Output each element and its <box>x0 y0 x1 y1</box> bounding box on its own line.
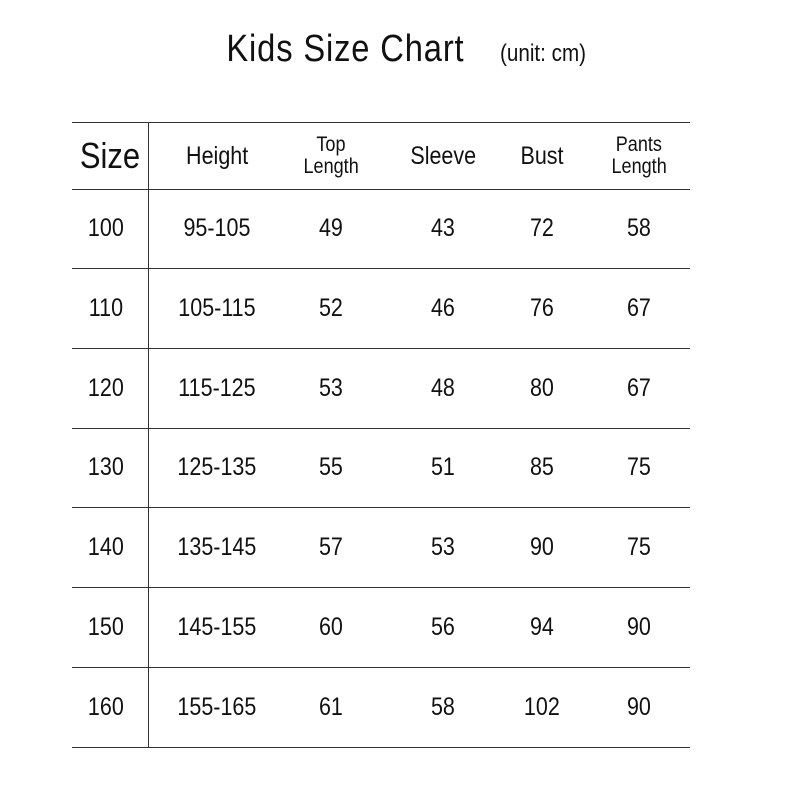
cell-top-length: 52 <box>319 293 343 322</box>
cell-bust: 94 <box>530 612 554 641</box>
header-pants-length: Pants Length <box>611 132 667 178</box>
cell-pants-length: 75 <box>627 453 651 481</box>
cell-size: 120 <box>88 373 124 402</box>
cell-height: 155-165 <box>177 692 257 721</box>
cell-pants-length: 67 <box>627 293 651 322</box>
cell-top-length: 61 <box>319 692 343 721</box>
cell-sleeve: 58 <box>431 692 455 721</box>
cell-bust: 102 <box>524 692 560 721</box>
cell-sleeve: 51 <box>431 453 455 481</box>
cell-height: 135-145 <box>177 532 257 561</box>
header-top-length: Top Length <box>303 132 359 178</box>
chart-heading <box>0 28 800 71</box>
cell-bust: 80 <box>530 373 554 402</box>
cell-size: 150 <box>88 612 124 641</box>
page-title: Kids Size Chart <box>226 28 465 70</box>
cell-sleeve: 53 <box>431 532 455 561</box>
cell-top-length: 57 <box>319 532 343 561</box>
cell-size: 110 <box>88 293 124 322</box>
cell-top-length: 53 <box>319 373 343 402</box>
cell-pants-length: 90 <box>627 692 651 721</box>
cell-size: 160 <box>88 692 124 721</box>
cell-size: 100 <box>88 214 124 242</box>
unit-note: (unit: cm) <box>499 40 586 67</box>
cell-height: 125-135 <box>177 453 257 481</box>
row-divider <box>72 122 690 123</box>
cell-bust: 90 <box>530 532 554 561</box>
header-bust: Bust <box>520 141 564 170</box>
cell-sleeve: 46 <box>431 293 455 322</box>
cell-pants-length: 75 <box>627 532 651 561</box>
header-sleeve: Sleeve <box>410 141 476 170</box>
cell-bust: 76 <box>530 293 554 322</box>
cell-sleeve: 56 <box>431 612 455 641</box>
cell-bust: 72 <box>530 214 554 242</box>
cell-height: 145-155 <box>177 612 257 641</box>
cell-size: 140 <box>88 532 124 561</box>
cell-bust: 85 <box>530 453 554 481</box>
cell-height: 105-115 <box>178 293 256 322</box>
cell-top-length: 49 <box>319 214 343 242</box>
cell-pants-length: 58 <box>627 214 651 242</box>
cell-height: 95-105 <box>183 214 251 242</box>
cell-sleeve: 48 <box>431 373 455 402</box>
cell-sleeve: 43 <box>431 214 455 242</box>
cell-pants-length: 90 <box>627 612 651 641</box>
header-height: Height <box>185 141 249 170</box>
row-divider <box>72 747 690 748</box>
cell-height: 115-125 <box>178 373 256 402</box>
cell-size: 130 <box>88 453 124 481</box>
cell-pants-length: 67 <box>627 373 651 402</box>
header-size: Size <box>79 135 141 176</box>
cell-top-length: 60 <box>319 612 343 641</box>
cell-top-length: 55 <box>319 453 343 481</box>
